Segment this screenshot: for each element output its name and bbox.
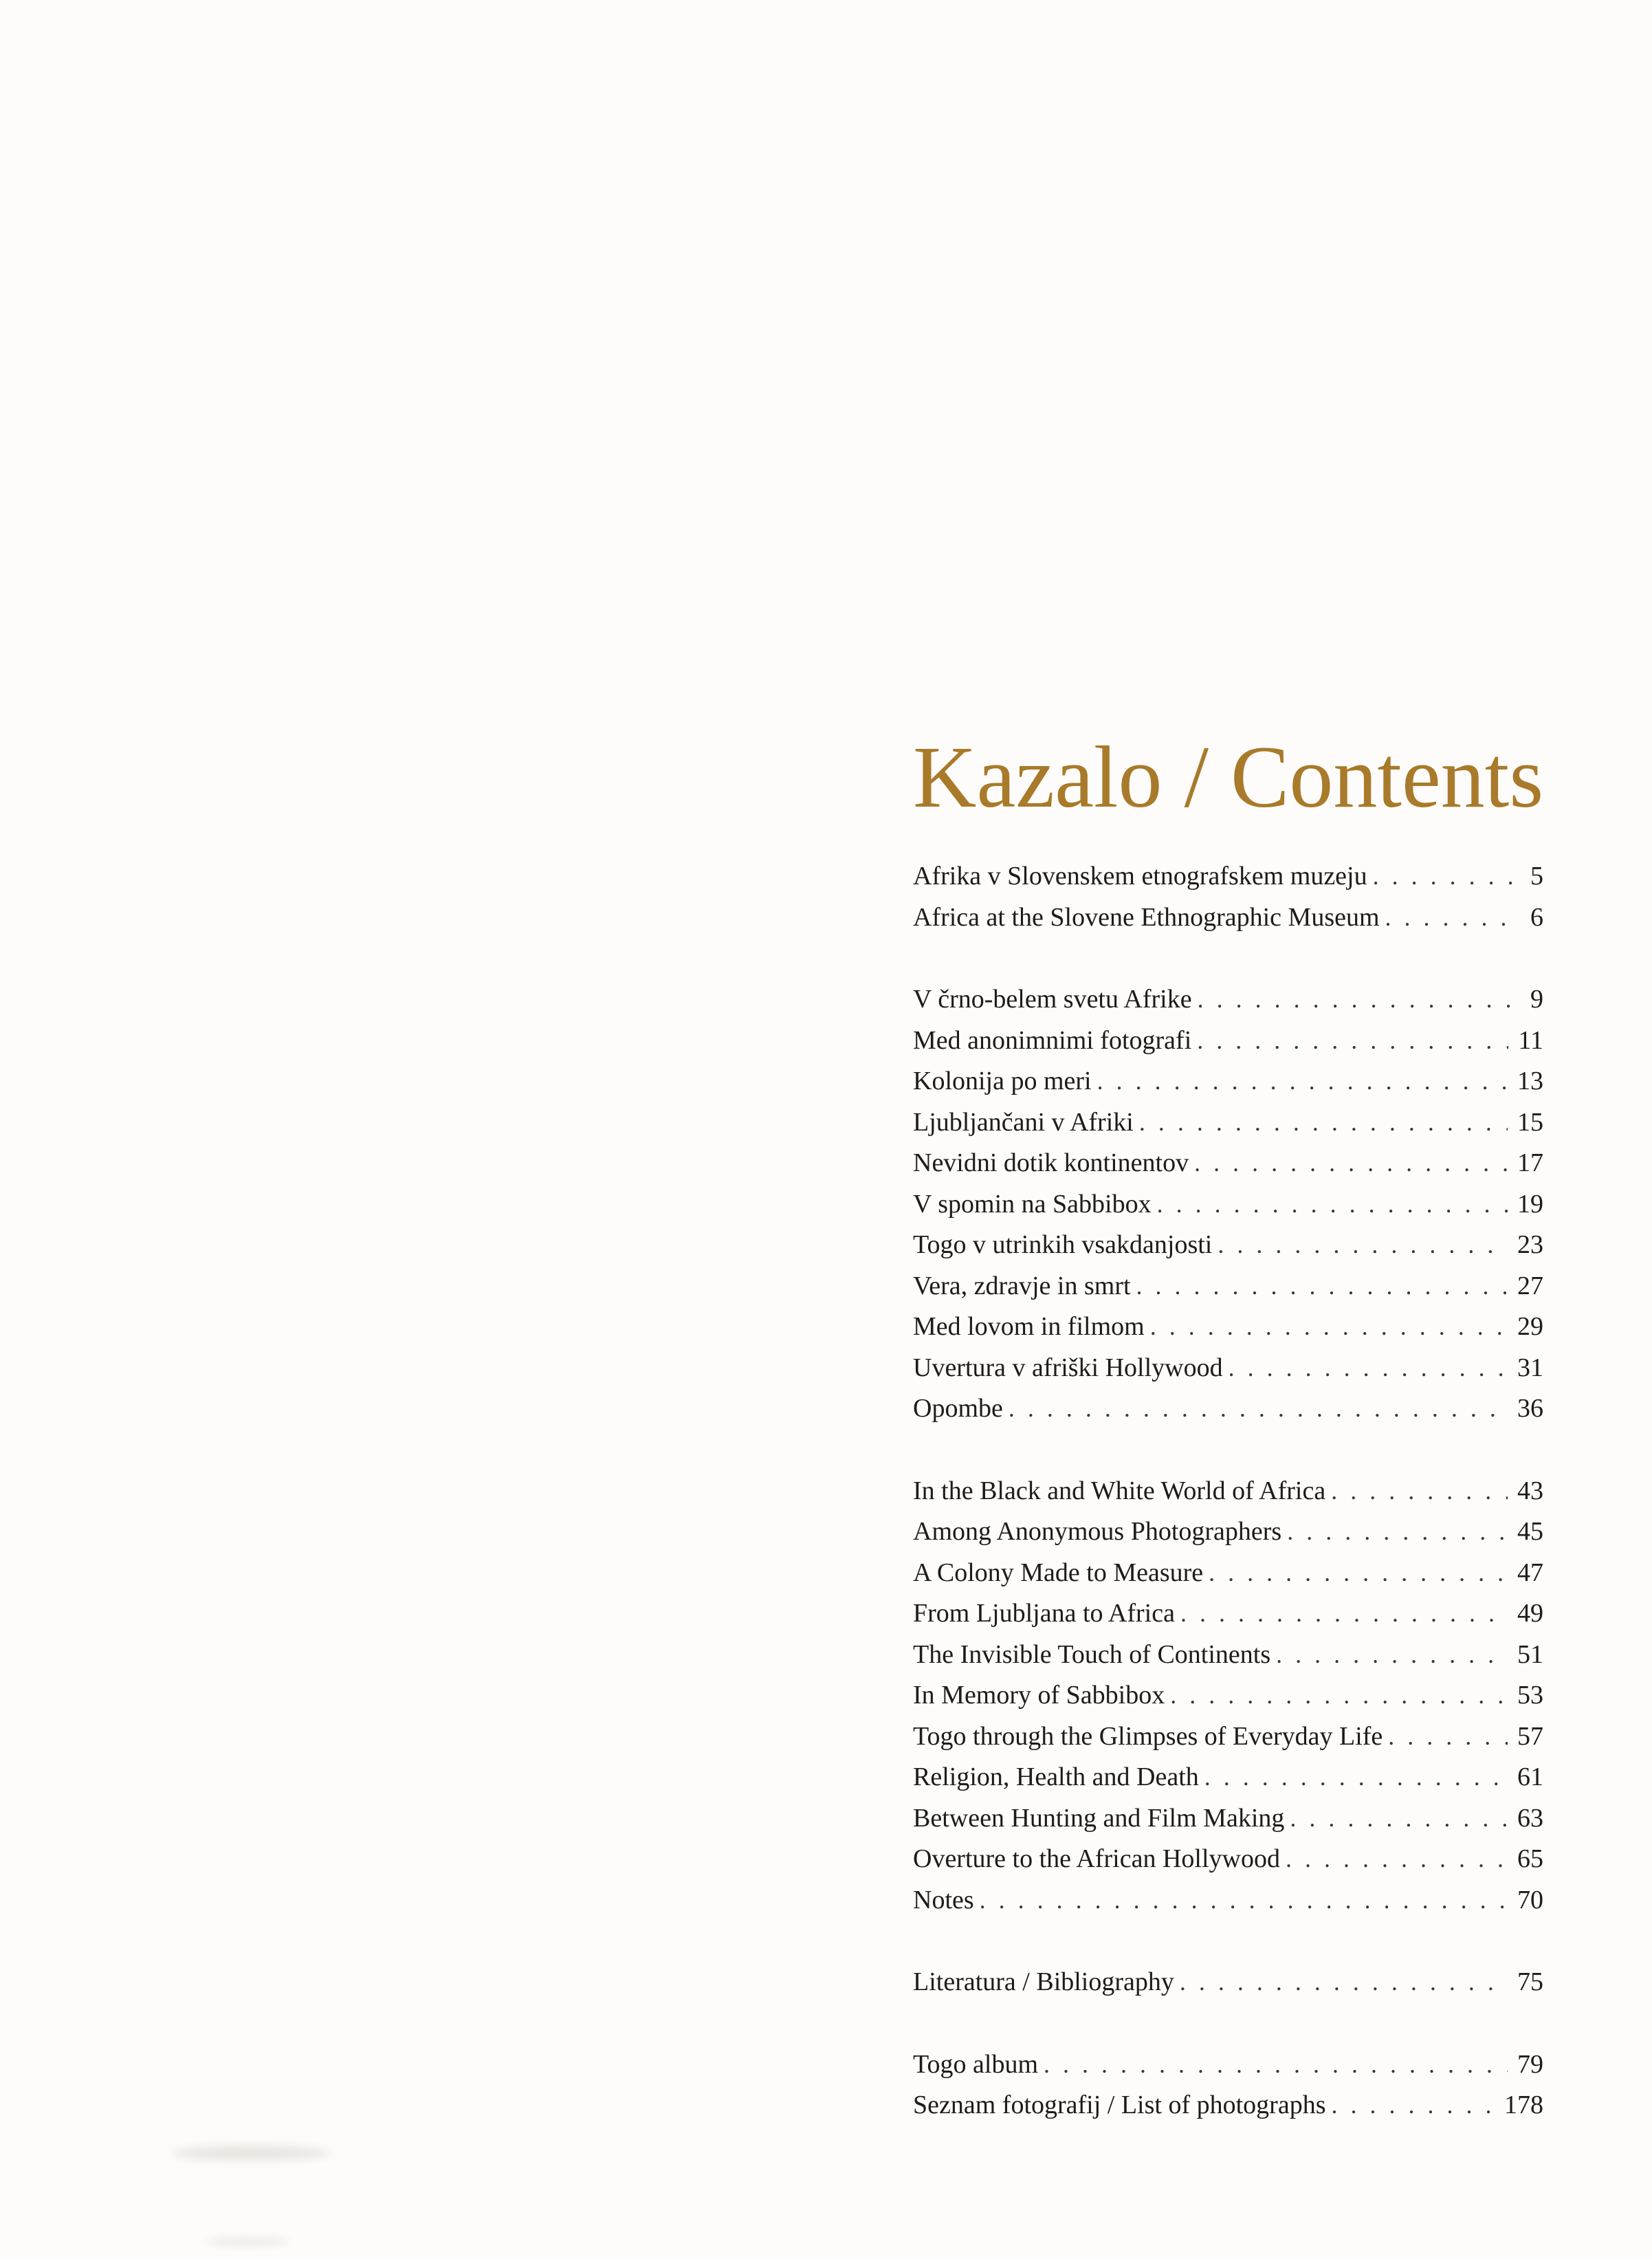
toc-entry[interactable] — [913, 1798, 1543, 1840]
toc-page-number: 31 — [1517, 1353, 1543, 1382]
dot-leader — [1198, 979, 1513, 1021]
dot-leader — [980, 1880, 1508, 1921]
toc-entry[interactable] — [913, 2044, 1543, 2086]
dot-leader — [1157, 1184, 1508, 1225]
dot-leader — [1204, 1757, 1508, 1798]
dot-leader — [1209, 1553, 1508, 1594]
toc-entry-title: Uvertura v afriški Hollywood — [913, 1353, 1223, 1382]
toc-page-number: 178 — [1504, 2091, 1543, 2119]
scan-smudge — [172, 2146, 330, 2161]
toc-entry[interactable] — [913, 1102, 1543, 1144]
dot-leader — [1385, 897, 1513, 939]
toc-entry[interactable] — [913, 1839, 1543, 1880]
toc-entry[interactable] — [913, 897, 1543, 939]
toc-entry[interactable] — [913, 979, 1543, 1021]
toc-entry[interactable] — [913, 1225, 1543, 1266]
toc-page-number: 29 — [1517, 1312, 1543, 1341]
toc-group-bibliography — [913, 1962, 1543, 2003]
dot-leader — [1276, 1635, 1508, 1676]
dot-leader — [1388, 1716, 1508, 1758]
toc-page-number: 43 — [1517, 1476, 1543, 1505]
toc-entry-title: Seznam fotografij / List of photographs — [913, 2091, 1326, 2119]
toc-entry-title: A Colony Made to Measure — [913, 1558, 1204, 1587]
toc-entry[interactable] — [913, 1143, 1543, 1184]
toc-entry-title: V črno-belem svetu Afrike — [913, 985, 1192, 1014]
toc-page-number: 23 — [1517, 1230, 1543, 1259]
toc-page-number: 11 — [1518, 1025, 1543, 1055]
toc-entry[interactable] — [913, 1388, 1543, 1430]
toc-entry[interactable] — [913, 1716, 1543, 1758]
toc-page-number: 70 — [1517, 1885, 1543, 1914]
toc-group-slovene — [913, 979, 1543, 1430]
toc-page-number: 36 — [1517, 1394, 1543, 1423]
dot-leader — [1331, 1471, 1508, 1512]
dot-leader — [1136, 1266, 1508, 1307]
toc-entry-title: Religion, Health and Death — [913, 1763, 1199, 1791]
toc-page-number: 15 — [1517, 1107, 1543, 1137]
toc-entry[interactable] — [913, 1184, 1543, 1225]
toc-entry[interactable] — [913, 1880, 1543, 1921]
toc-entry-title: In the Black and White World of Africa — [913, 1476, 1326, 1505]
dot-leader — [1180, 1593, 1508, 1635]
toc-entry-title: Togo through the Glimpses of Everyday Life — [913, 1721, 1383, 1751]
scan-smudge — [206, 2238, 289, 2245]
toc-entry-title: Med anonimnimi fotografi — [913, 1025, 1192, 1055]
toc-entry-title: Notes — [913, 1885, 974, 1914]
toc-entry[interactable] — [913, 1512, 1543, 1553]
toc-entry[interactable] — [913, 1962, 1543, 2003]
toc-page-number: 53 — [1517, 1681, 1543, 1710]
dot-leader — [1286, 1839, 1508, 1880]
dot-leader — [1287, 1512, 1508, 1553]
toc-entry[interactable] — [913, 1757, 1543, 1798]
toc-page-number: 19 — [1517, 1189, 1543, 1219]
toc-page-number: 49 — [1517, 1599, 1543, 1628]
toc-entry-title: Between Hunting and Film Making — [913, 1803, 1285, 1833]
toc-entry[interactable] — [913, 1348, 1543, 1389]
toc-entry[interactable] — [913, 1266, 1543, 1307]
toc-entry-title: Med lovom in filmom — [913, 1312, 1145, 1341]
toc-page-number: 75 — [1517, 1967, 1543, 1996]
toc-page-number: 63 — [1517, 1803, 1543, 1833]
toc-page-number: 45 — [1517, 1517, 1543, 1546]
table-of-contents — [913, 856, 1543, 2168]
toc-page-number: 51 — [1517, 1639, 1543, 1669]
toc-entry[interactable] — [913, 1593, 1543, 1635]
dot-leader — [1009, 1388, 1508, 1430]
toc-entry-title: Vera, zdravje in smrt — [913, 1271, 1131, 1300]
toc-entry-title: Togo album — [913, 2049, 1039, 2079]
toc-page-number: 79 — [1517, 2049, 1543, 2079]
toc-page-number: 27 — [1517, 1271, 1543, 1300]
toc-entry-title: Nevidni dotik kontinentov — [913, 1148, 1189, 1177]
toc-entry-title: V spomin na Sabbibox — [913, 1189, 1152, 1219]
toc-entry[interactable] — [913, 1061, 1543, 1102]
toc-page-number: 65 — [1517, 1844, 1543, 1873]
dot-leader — [1044, 2044, 1508, 2086]
dot-leader — [1170, 1675, 1508, 1716]
toc-entry[interactable] — [913, 1635, 1543, 1676]
toc-entry[interactable] — [913, 2085, 1543, 2126]
toc-page-number: 17 — [1517, 1148, 1543, 1177]
toc-entry[interactable] — [913, 1675, 1543, 1716]
toc-entry-title: From Ljubljana to Africa — [913, 1599, 1175, 1628]
toc-entry[interactable] — [913, 1471, 1543, 1512]
toc-page-number: 5 — [1530, 862, 1543, 891]
toc-entry-title: Africa at the Slovene Ethnographic Museum — [913, 902, 1380, 932]
toc-entry-title: Togo v utrinkih vsakdanjosti — [913, 1230, 1213, 1259]
toc-group-introduction — [913, 856, 1543, 938]
dot-leader — [1097, 1061, 1508, 1102]
toc-entry-title: Opombe — [913, 1394, 1003, 1423]
toc-page-number: 47 — [1517, 1558, 1543, 1587]
dot-leader — [1290, 1798, 1508, 1840]
toc-page-number: 6 — [1530, 902, 1543, 932]
toc-entry-title: Literatura / Bibliography — [913, 1967, 1174, 1996]
page-title: Kazalo / Contents — [913, 728, 1544, 826]
dot-leader — [1194, 1143, 1508, 1184]
toc-entry[interactable] — [913, 856, 1543, 897]
toc-entry[interactable] — [913, 1553, 1543, 1594]
toc-entry-title: In Memory of Sabbibox — [913, 1681, 1165, 1710]
toc-page-number: 13 — [1517, 1067, 1543, 1095]
toc-entry-title: Among Anonymous Photographers — [913, 1517, 1282, 1546]
dot-leader — [1373, 856, 1513, 897]
toc-entry-title: The Invisible Touch of Continents — [913, 1639, 1271, 1669]
dot-leader — [1218, 1225, 1508, 1266]
dot-leader — [1150, 1307, 1508, 1348]
toc-entry-title: Afrika v Slovenskem etnografskem muzeju — [913, 862, 1367, 891]
toc-page-number: 9 — [1530, 985, 1543, 1014]
toc-entry-title: Ljubljančani v Afriki — [913, 1107, 1134, 1137]
dot-leader — [1139, 1102, 1508, 1144]
toc-group-album — [913, 2044, 1543, 2126]
dot-leader — [1197, 1021, 1508, 1062]
dot-leader — [1332, 2085, 1495, 2126]
toc-group-english — [913, 1471, 1543, 1921]
toc-page-number: 61 — [1517, 1763, 1543, 1791]
dot-leader — [1229, 1348, 1508, 1389]
toc-page-number: 57 — [1517, 1721, 1543, 1751]
dot-leader — [1180, 1962, 1508, 2003]
toc-entry[interactable] — [913, 1021, 1543, 1062]
toc-entry-title: Kolonija po meri — [913, 1067, 1092, 1095]
toc-entry-title: Overture to the African Hollywood — [913, 1844, 1280, 1873]
toc-entry[interactable] — [913, 1307, 1543, 1348]
